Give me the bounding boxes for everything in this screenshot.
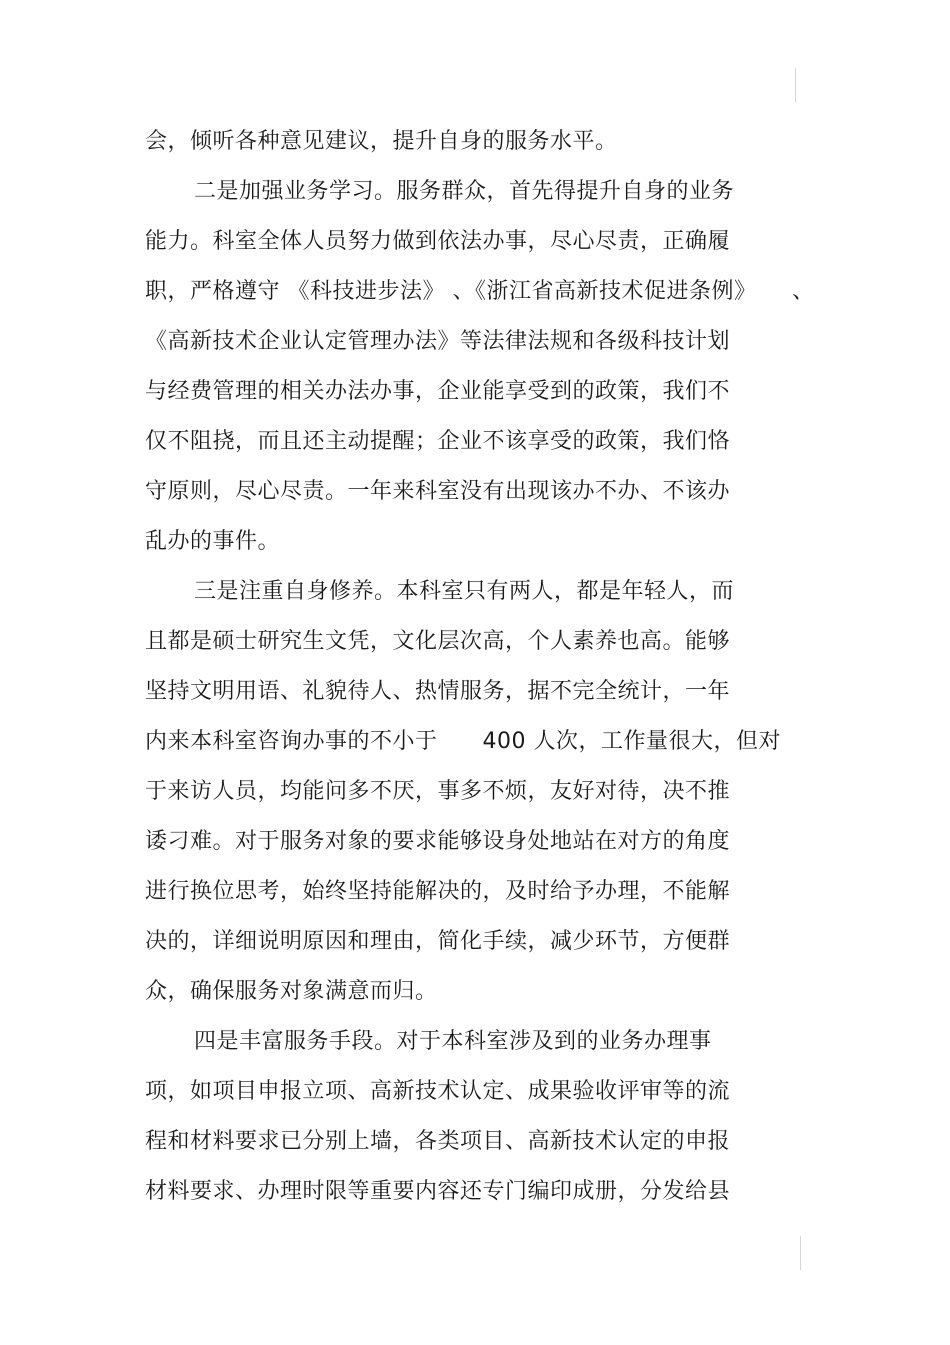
paragraph-start-line: 四是丰富服务手段。对于本科室涉及到的业务办理事 (194, 1029, 712, 1054)
text-line: 《高新技术企业认定管理办法》等法律法规和各级科技计划 (145, 329, 731, 354)
text-line: 项，如项目申报立项、高新技术认定、成果验收评审等的流 (145, 1079, 731, 1104)
text-line: 坚持文明用语、礼貌待人、热情服务，据不完全统计，一年 (145, 679, 731, 704)
text-line: 会，倾听各种意见建议，提升自身的服务水平。 (145, 129, 618, 154)
paragraph-start-line: 三是注重自身修养。本科室只有两人，都是年轻人，而 (194, 579, 735, 604)
text-line: 且都是硕士研究生文凭，文化层次高，个人素养也高。能够 (145, 629, 731, 654)
text-line: 诿刁难。对于服务对象的要求能够设身处地站在对方的角度 (145, 829, 731, 854)
text-line: 于来访人员，均能问多不厌，事多不烦，友好对待，决不推 (145, 779, 731, 804)
margin-mark-top (795, 68, 796, 102)
text-line: 能力。科室全体人员努力做到依法办事，尽心尽责，正确履 (145, 229, 731, 254)
text-line: 与经费管理的相关办法办事，企业能享受到的政策，我们不 (145, 379, 731, 404)
stray-comma: 、 (792, 279, 815, 304)
text-line: 内来本科室咨询办事的不小于 400 人次，工作量很大，但对 (145, 729, 781, 754)
text-line: 进行换位思考，始终坚持能解决的，及时给予办理，不能解 (145, 879, 731, 904)
paragraph-start-line: 二是加强业务学习。服务群众，首先得提升自身的业务 (194, 179, 735, 204)
text-line: 仅不阻挠，而且还主动提醒；企业不该享受的政策，我们恪 (145, 429, 731, 454)
text-line: 守原则，尽心尽责。一年来科室没有出现该办不办、不该办 (145, 479, 731, 504)
margin-mark-bottom (800, 1236, 801, 1270)
text-line: 材料要求、办理时限等重要内容还专门编印成册，分发给县 (145, 1179, 731, 1204)
text-line: 众，确保服务对象满意而归。 (145, 979, 438, 1004)
text-line: 决的，详细说明原因和理由，简化手续，减少环节，方便群 (145, 929, 731, 954)
text-line: 职，严格遵守 《科技进步法》 、《浙江省高新技术促进条例》 (145, 279, 757, 304)
text-line: 程和材料要求已分别上墙，各类项目、高新技术认定的申报 (145, 1129, 731, 1154)
text-line: 乱办的事件。 (145, 529, 281, 554)
